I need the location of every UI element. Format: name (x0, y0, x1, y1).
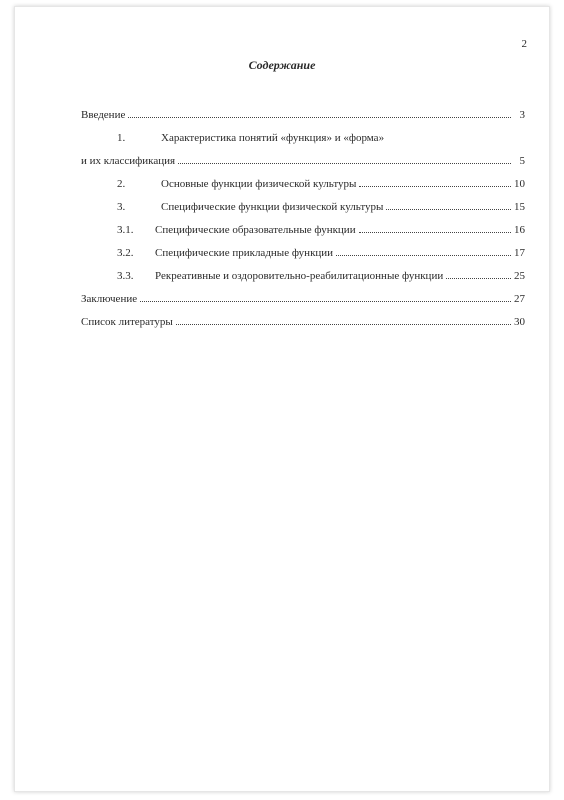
toc-entry-page: 5 (519, 155, 525, 167)
toc-leader-dots (178, 163, 511, 164)
toc-entry-page: 10 (514, 178, 525, 190)
toc-entry-text: Специфические образовательные функции (155, 224, 356, 236)
toc-entry-page: 30 (514, 316, 525, 328)
toc-entry-number: 3. (117, 201, 126, 213)
toc-leader-dots (359, 186, 511, 187)
toc-row-section-1-continued (81, 148, 525, 171)
toc-entry-number: 2. (117, 178, 126, 190)
document-page (14, 6, 550, 792)
page-title: Содержание (248, 58, 316, 72)
toc-leader-dots (140, 301, 511, 302)
toc-row-section-3-1 (81, 217, 525, 240)
toc-entry-text: и их классификация (81, 155, 176, 167)
toc-row-section-3-3 (81, 263, 525, 286)
toc-entry-page: 17 (514, 247, 525, 259)
toc-entry-text: Основные функции физической культуры (161, 178, 357, 190)
toc-entry-number: 1. (117, 132, 126, 144)
page-number: 2 (521, 38, 527, 50)
toc-leader-dots (176, 324, 511, 325)
toc-entry-page: 25 (514, 270, 525, 282)
toc-entry-page: 3 (519, 109, 525, 121)
toc-entry-text: Заключение (81, 293, 138, 305)
toc-entry-page: 16 (514, 224, 525, 236)
toc-row-section-1 (81, 125, 525, 148)
toc-entry-number: 3.3. (117, 270, 134, 282)
toc-entry-text: Специфические функции физической культуры (161, 201, 384, 213)
toc-leader-dots (359, 232, 511, 233)
toc-entry-text: Список литературы (81, 316, 173, 328)
table-of-contents (81, 102, 525, 332)
toc-row-introduction (81, 102, 525, 125)
toc-entry-page: 15 (514, 201, 525, 213)
toc-entry-text: Характеристика понятий «функция» и «форма» (161, 132, 385, 144)
toc-entry-text: Рекреативные и оздоровительно-реабилитационные функции (155, 270, 444, 282)
toc-entry-number: 3.2. (117, 247, 134, 259)
toc-leader-dots (336, 255, 511, 256)
toc-entry-text: Введение (81, 109, 126, 121)
toc-row-conclusion (81, 286, 525, 309)
toc-row-section-2 (81, 171, 525, 194)
toc-entry-number: 3.1. (117, 224, 134, 236)
toc-leader-dots (386, 209, 511, 210)
toc-leader-dots (446, 278, 511, 279)
toc-entry-page: 27 (514, 293, 525, 305)
toc-leader-dots (128, 117, 511, 118)
toc-row-section-3-2 (81, 240, 525, 263)
toc-entry-text: Специфические прикладные функции (155, 247, 334, 259)
toc-row-references (81, 309, 525, 332)
toc-row-section-3 (81, 194, 525, 217)
